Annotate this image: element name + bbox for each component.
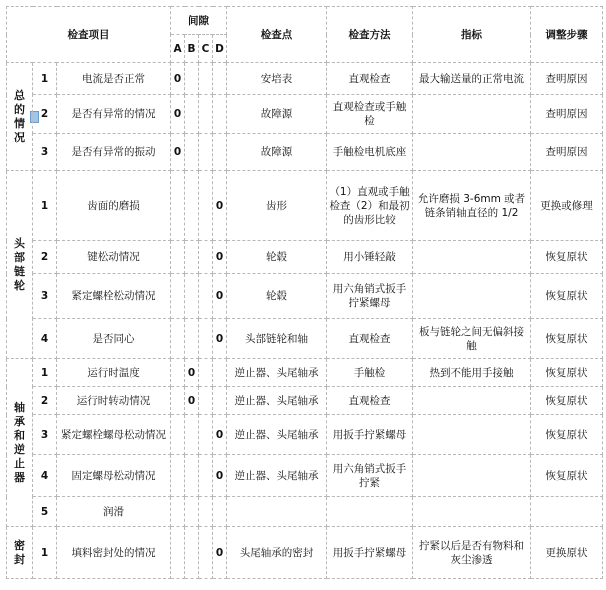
gap-d-mark: 0 xyxy=(213,319,227,359)
group-label: 头部链轮 xyxy=(7,171,33,359)
row-adjust: 更换或修理 xyxy=(531,171,603,241)
gap-c-mark xyxy=(199,455,213,497)
gap-b-mark xyxy=(185,95,199,134)
header-point: 检查点 xyxy=(227,7,327,63)
row-method: 手触检 xyxy=(327,359,413,387)
gap-a-mark xyxy=(171,527,185,579)
row-method: 用六角销式扳手拧紧螺母 xyxy=(327,274,413,319)
row-point: 齿形 xyxy=(227,171,327,241)
gap-b-mark xyxy=(185,319,199,359)
row-indicator: 允许磨损 3-6mm 或者链条销轴直径的 1/2 xyxy=(413,171,531,241)
row-point: 逆止器、头尾轴承 xyxy=(227,359,327,387)
gap-c-mark xyxy=(199,415,213,455)
gap-d-mark: 0 xyxy=(213,171,227,241)
gap-b-mark: 0 xyxy=(185,359,199,387)
gap-a-mark xyxy=(171,497,185,527)
row-number: 2 xyxy=(33,241,57,274)
header-item: 检查项目 xyxy=(7,7,171,63)
header-gap-d: D xyxy=(213,35,227,63)
gap-d-mark xyxy=(213,497,227,527)
row-point: 轮毂 xyxy=(227,274,327,319)
row-point: 逆止器、头尾轴承 xyxy=(227,415,327,455)
row-number: 2 xyxy=(33,387,57,415)
gap-a-mark: 0 xyxy=(171,63,185,95)
row-method: 手触检电机底座 xyxy=(327,134,413,171)
row-adjust: 查明原因 xyxy=(531,63,603,95)
gap-d-mark xyxy=(213,95,227,134)
gap-d-mark xyxy=(213,63,227,95)
header-gap-a: A xyxy=(171,35,185,63)
gap-d-mark: 0 xyxy=(213,241,227,274)
gap-a-mark xyxy=(171,359,185,387)
row-indicator xyxy=(413,415,531,455)
row-point: 逆止器、头尾轴承 xyxy=(227,455,327,497)
row-method: 用六角销式扳手拧紧 xyxy=(327,455,413,497)
gap-c-mark xyxy=(199,171,213,241)
header-gap-c: C xyxy=(199,35,213,63)
group-label: 总的情况 xyxy=(7,63,33,171)
row-number: 4 xyxy=(33,455,57,497)
gap-b-mark xyxy=(185,497,199,527)
gap-a-mark xyxy=(171,387,185,415)
row-number: 1 xyxy=(33,171,57,241)
gap-b-mark: 0 xyxy=(185,387,199,415)
row-method: 直观检查 xyxy=(327,63,413,95)
row-number: 1 xyxy=(33,63,57,95)
row-point: 轮毂 xyxy=(227,241,327,274)
row-method: 直观检查或手触检 xyxy=(327,95,413,134)
row-number: 3 xyxy=(33,415,57,455)
row-indicator xyxy=(413,497,531,527)
row-item: 是否同心 xyxy=(57,319,171,359)
header-gap-b: B xyxy=(185,35,199,63)
gap-a-mark xyxy=(171,241,185,274)
header-indicator: 指标 xyxy=(413,7,531,63)
row-item: 是否有异常的情况 xyxy=(57,95,171,134)
gap-c-mark xyxy=(199,527,213,579)
row-adjust: 更换原状 xyxy=(531,527,603,579)
inspection-table xyxy=(6,6,603,579)
gap-a-mark xyxy=(171,415,185,455)
gap-c-mark xyxy=(199,319,213,359)
row-method: （1）直观或手触检查（2）和最初的齿形比较 xyxy=(327,171,413,241)
row-method: 直观检查 xyxy=(327,387,413,415)
row-adjust: 恢复原状 xyxy=(531,415,603,455)
gap-b-mark xyxy=(185,455,199,497)
row-item: 键松动情况 xyxy=(57,241,171,274)
row-method: 用扳手拧紧螺母 xyxy=(327,415,413,455)
row-adjust: 查明原因 xyxy=(531,95,603,134)
row-item: 是否有异常的振动 xyxy=(57,134,171,171)
gap-c-mark xyxy=(199,359,213,387)
gap-b-mark xyxy=(185,171,199,241)
group-label: 轴承和逆止器 xyxy=(7,359,33,527)
gap-d-mark xyxy=(213,359,227,387)
gap-c-mark xyxy=(199,134,213,171)
row-number: 3 xyxy=(33,134,57,171)
gap-b-mark xyxy=(185,134,199,171)
gap-d-mark: 0 xyxy=(213,455,227,497)
group-label: 密封 xyxy=(7,527,33,579)
row-number: 3 xyxy=(33,274,57,319)
gap-b-mark xyxy=(185,63,199,95)
row-adjust: 恢复原状 xyxy=(531,359,603,387)
row-indicator xyxy=(413,455,531,497)
gap-b-mark xyxy=(185,274,199,319)
row-number: 2 xyxy=(33,95,57,134)
row-method: 用扳手拧紧螺母 xyxy=(327,527,413,579)
row-item: 电流是否正常 xyxy=(57,63,171,95)
gap-b-mark xyxy=(185,527,199,579)
row-adjust: 恢复原状 xyxy=(531,241,603,274)
header-gap: 间隙 xyxy=(171,7,227,35)
row-item: 填料密封处的情况 xyxy=(57,527,171,579)
row-number: 1 xyxy=(33,527,57,579)
gap-a-mark: 0 xyxy=(171,95,185,134)
row-method xyxy=(327,497,413,527)
row-adjust: 恢复原状 xyxy=(531,387,603,415)
gap-d-mark xyxy=(213,387,227,415)
row-indicator xyxy=(413,241,531,274)
gap-c-mark xyxy=(199,387,213,415)
gap-d-mark xyxy=(213,134,227,171)
row-point xyxy=(227,497,327,527)
row-point: 故障源 xyxy=(227,95,327,134)
row-adjust: 恢复原状 xyxy=(531,274,603,319)
gap-d-mark: 0 xyxy=(213,274,227,319)
row-indicator: 最大输送量的正常电流 xyxy=(413,63,531,95)
gap-c-mark xyxy=(199,95,213,134)
header-adjust: 调整步骤 xyxy=(531,7,603,63)
row-adjust xyxy=(531,497,603,527)
row-number: 1 xyxy=(33,359,57,387)
row-method: 直观检查 xyxy=(327,319,413,359)
row-item: 齿面的磨损 xyxy=(57,171,171,241)
row-item: 紧定螺栓螺母松动情况 xyxy=(57,415,171,455)
gap-a-mark xyxy=(171,274,185,319)
gap-a-mark xyxy=(171,171,185,241)
row-point: 故障源 xyxy=(227,134,327,171)
row-indicator: 热到不能用手接触 xyxy=(413,359,531,387)
gap-a-mark xyxy=(171,319,185,359)
row-indicator: 板与链轮之间无偏斜接触 xyxy=(413,319,531,359)
row-adjust: 恢复原状 xyxy=(531,319,603,359)
gap-c-mark xyxy=(199,63,213,95)
gap-d-mark: 0 xyxy=(213,415,227,455)
row-item: 运行时温度 xyxy=(57,359,171,387)
row-indicator xyxy=(413,274,531,319)
row-indicator xyxy=(413,387,531,415)
row-point: 安培表 xyxy=(227,63,327,95)
row-indicator xyxy=(413,134,531,171)
row-point: 头尾轴承的密封 xyxy=(227,527,327,579)
row-item: 润滑 xyxy=(57,497,171,527)
row-number: 5 xyxy=(33,497,57,527)
row-item: 固定螺母松动情况 xyxy=(57,455,171,497)
gap-b-mark xyxy=(185,415,199,455)
row-adjust: 恢复原状 xyxy=(531,455,603,497)
row-adjust: 查明原因 xyxy=(531,134,603,171)
row-method: 用小锤轻敲 xyxy=(327,241,413,274)
gap-b-mark xyxy=(185,241,199,274)
row-item: 运行时转动情况 xyxy=(57,387,171,415)
row-item: 紧定螺栓松动情况 xyxy=(57,274,171,319)
gap-c-mark xyxy=(199,241,213,274)
gap-c-mark xyxy=(199,274,213,319)
row-number: 4 xyxy=(33,319,57,359)
header-method: 检查方法 xyxy=(327,7,413,63)
row-point: 头部链轮和轴 xyxy=(227,319,327,359)
gap-d-mark: 0 xyxy=(213,527,227,579)
gap-c-mark xyxy=(199,497,213,527)
gap-a-mark: 0 xyxy=(171,134,185,171)
row-indicator: 拧紧以后是否有物料和灰尘渗透 xyxy=(413,527,531,579)
gap-a-mark xyxy=(171,455,185,497)
row-point: 逆止器、头尾轴承 xyxy=(227,387,327,415)
row-indicator xyxy=(413,95,531,134)
